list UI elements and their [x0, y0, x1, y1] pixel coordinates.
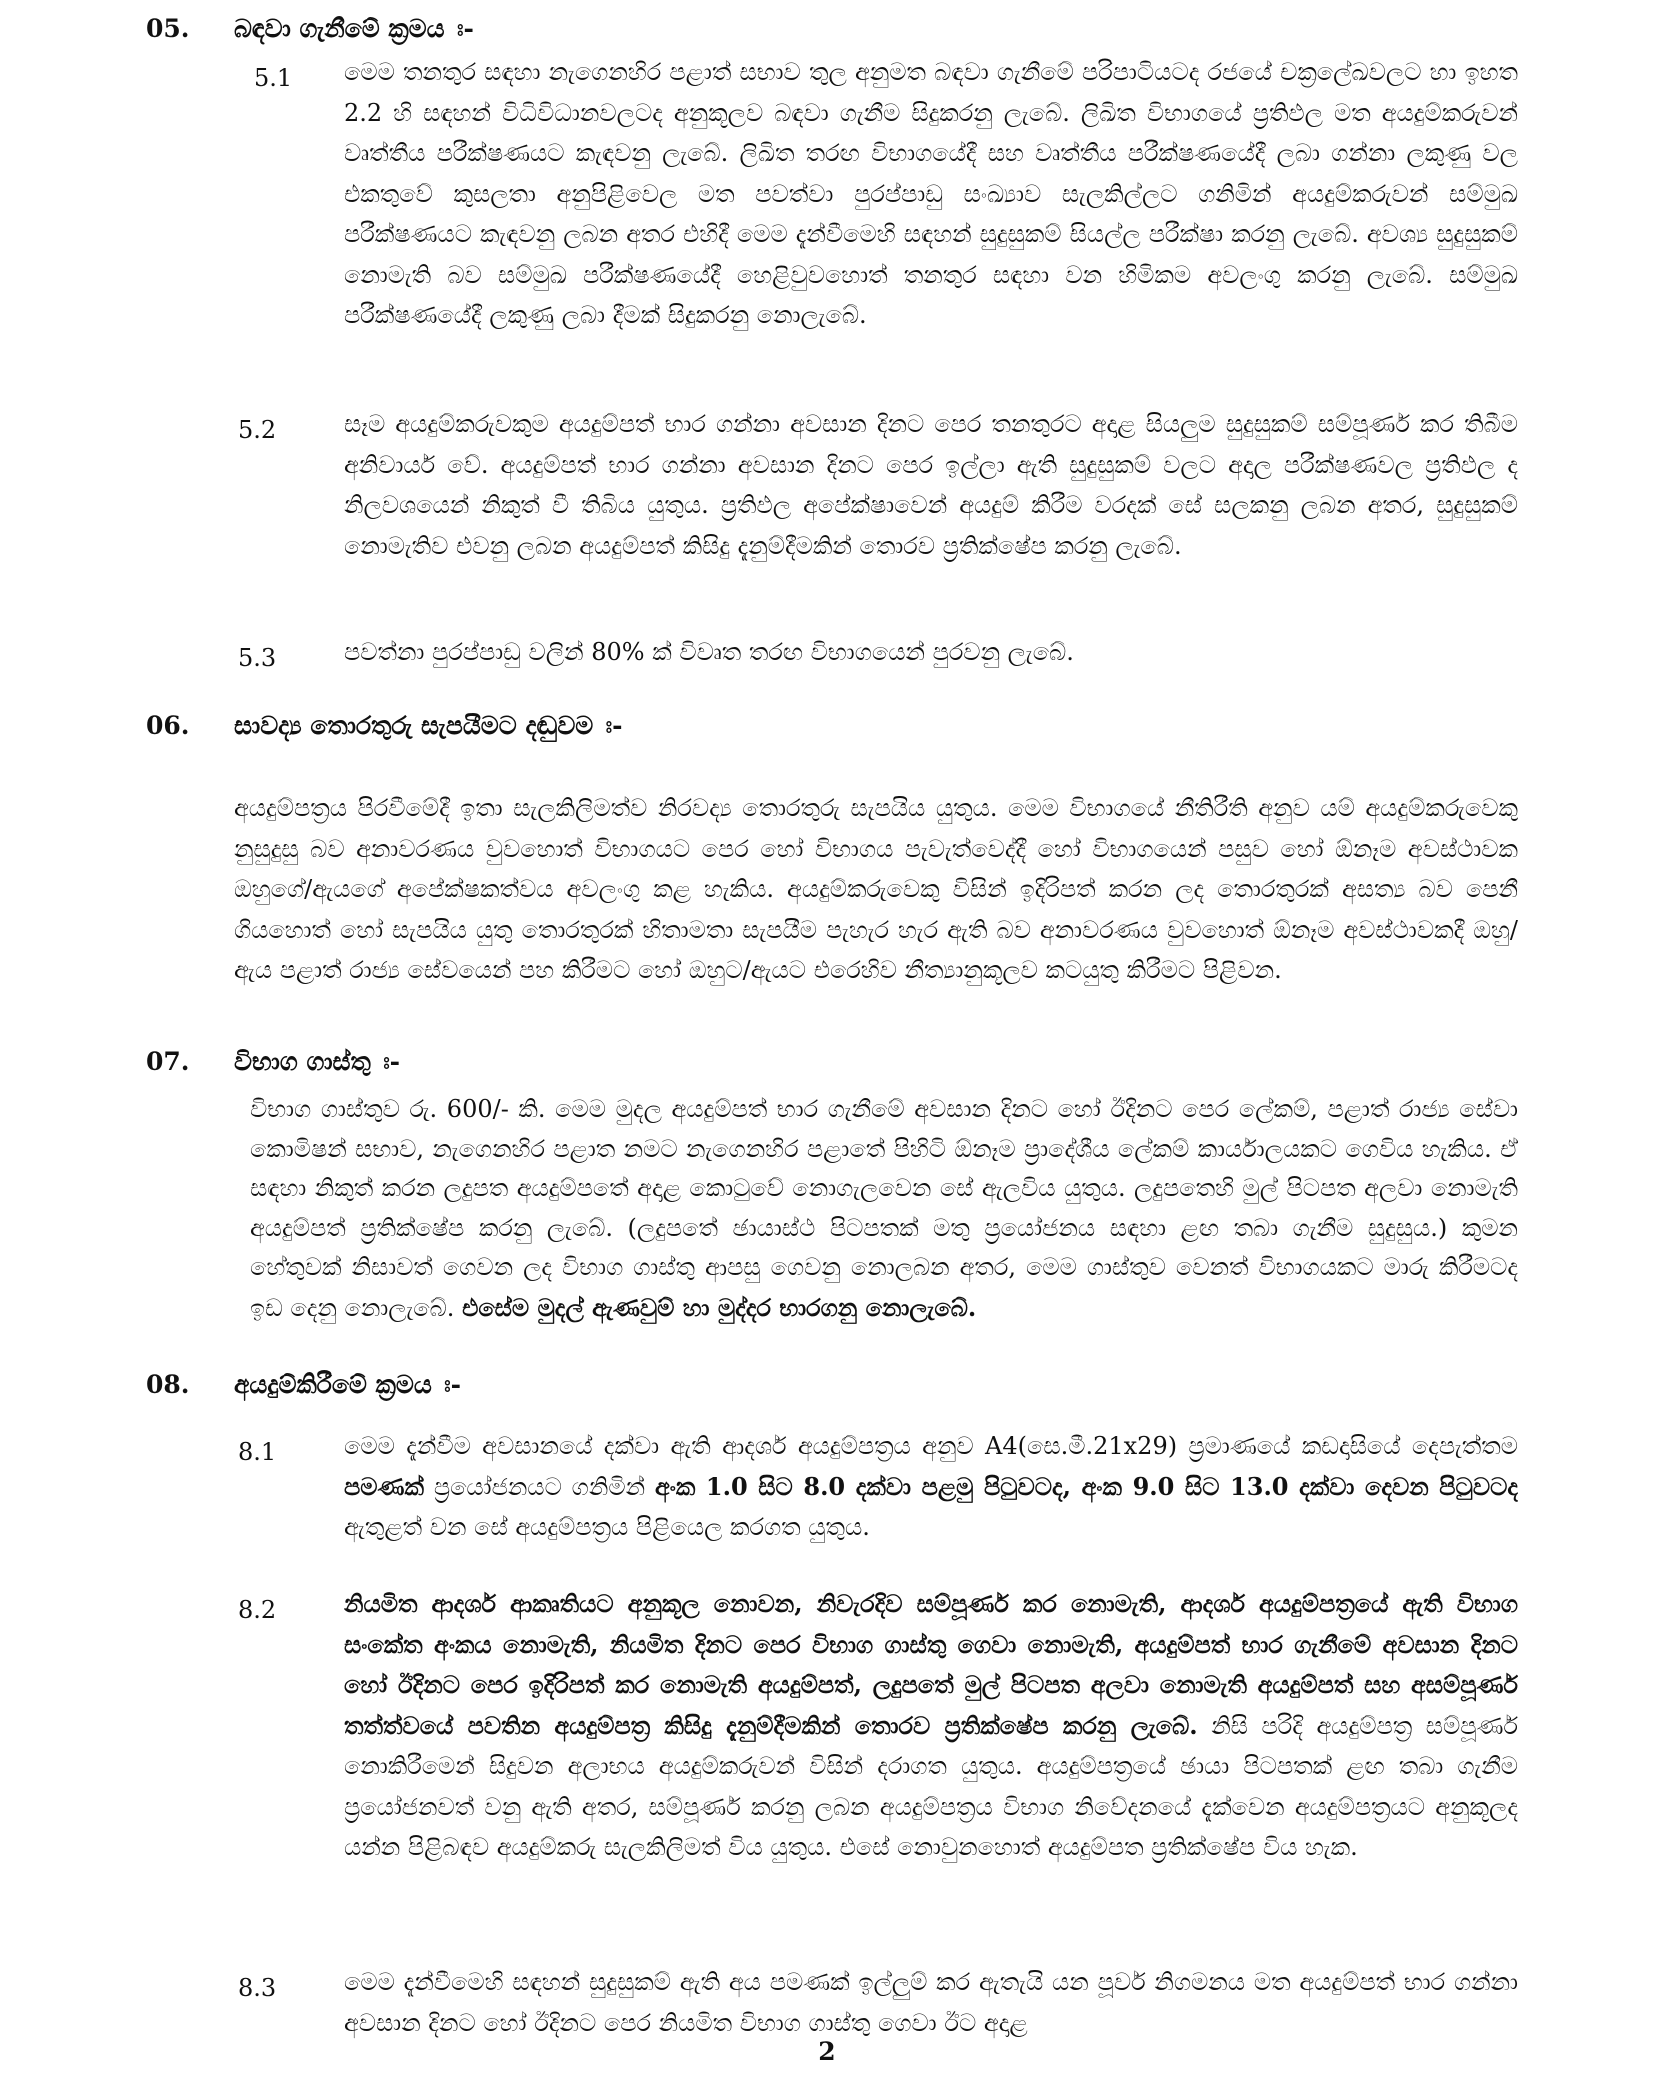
clause-8-2-bold: නියමිත ආදර්ශ ආකෘතියට අනුකූල නොවන, නිවැරදිව සම්පූර්ණ කර නොමැති, ආදර්ශ අයදුම්පත්‍රයේ ඇති විභාග සංකේත අංකය නොමැති, නියමිත දිනට පෙර විභාග ගාස්තු ගෙවා නොමැති, අයදුම්පත් භාර ගැනීමේ අවසාන දිනට හෝ ඊදිනට පෙර ඉදිරිපත් කර නොමැති අයදුම්පත්, ලදුපතේ මුල් පිටපත අලවා නොමැති අයදුම්පත් සහ අසම්පූර්ණ තත්ත්වයේ පවතින අයදුම්පත්‍ර කිසිදු දැනුම්දීමකින් තොරව ප්‍රතික්ෂේප කරනු ලැබේ. — [344, 1589, 1518, 1740]
section-number: 07. — [146, 1047, 190, 1076]
clause-8-1-part-c: ඇතුළත් වන සේ අයදුම්පත්‍රය පිළියෙල කරගත යුතුය. — [344, 1513, 870, 1541]
clause-8-1-part-b: ප්‍රයෝජනයට ගනිමින් — [433, 1472, 646, 1501]
clause-5-1-text: මෙම තනතුර සඳහා නැගෙනහිර පළාත් සභාව තුල අනුමත බඳවා ගැනීමේ පරිපාටියටද රජයේ චක්‍රලේඛවලට හා ඉහත 2.2 හි සඳහන් විධිවිධානවලටද අනුකූලව බඳවා ගැනීම සිදුකරනු ලැබේ. ලිඛිත විභාගයේ ප්‍රතිඵල මත අයදුම්කරුවන් වෘත්තීය පරීක්ෂණයට කැඳවනු ලැබේ. ලිඛිත තරඟ විභාගයේදී සහ වෘත්තීය පරීක්ෂණයේදී ලබා ගන්නා ලකුණු වල එකතුවේ කුසලතා අනුපිළිවෙල මත පවත්වා පුරප්පාඩු සංඛ්‍යාව සැලකිල්ලට ගනිමින් අයදුම්කරුවන් සම්මුඛ පරීක්ෂණයට කැඳවනු ලබන අතර එහිදී මෙම දැන්වීමෙහි සඳහන් සුදුසුකම් සියල්ල පරීක්ෂා කරනු ලැබේ. අවශ්‍ය සුදුසුකම් නොමැති බව සම්මුඛ පරීක්ෂණයේදී හෙළිවුවහොත් තනතුර සඳහා වන හිමිකම අවලංගු කරනු ලැබේ. සම්මුඛ පරීක්ෂණයේදී ලකුණු ලබා දීමක් සිදුකරනු නොලැබේ. — [344, 58, 1518, 329]
section-06-text: අයදුම්පත්‍රය පිරවීමේදී ඉතා සැලකිලිමත්ව නිරවද්‍ය තොරතුරු සැපයිය යුතුය. මෙම විභාගයේ නීතිරීති අනුව යම් අයදුම්කරුවෙකු නුසුදුසු බව අනාවරණය වුවහොත් විභාගයට පෙර හෝ විභාගය පැවැත්වෙද්දී හෝ විභාගයෙන් පසුව හෝ ඕනෑම අවස්ථාවක ඔහුගේ/ඇයගේ අපේක්ෂකත්වය අවලංගු කළ හැකිය. අයදුම්කරුවෙකු විසින් ඉදිරිපත් කරන ලද තොරතුරක් අසත්‍ය බව පෙනී ගියහොත් හෝ සැපයිය යුතු තොරතුරක් හිතාමතා සැපයීම පැහැර හැර ඇති බව අනාවරණය වුවහොත් ඕනෑම අවස්ථාවකදී ඔහු/ඇය පළාත් රාජ්‍ය සේවයෙන් පහ කිරීමට හෝ ඔහුට/ඇයට එරෙහිව නීත්‍යානුකූලව කටයුතු කිරීමට පිළිවන. — [234, 794, 1518, 984]
clause-8-1-bold-b: අංක 1.0 සිට 8.0 දක්වා පළමු පිටුවටද, අංක 9.0 සිට 13.0 දක්වා දෙවන පිටුවටද — [654, 1471, 1518, 1501]
clause-8-1-text — [344, 1426, 1518, 1552]
clause-number-5-3: 5.3 — [238, 644, 277, 672]
section-title: අයදුම්කිරීමේ ක්‍රමය ඃ- — [234, 1370, 462, 1399]
clause-8-1-part-a: මෙම දැන්වීම අවසානයේ දක්වා ඇති ආදර්ශ අයදුම්පත්‍රය අනුව A4(සෙ.මී.21x29) ප්‍රමාණයේ කඩදාසියේ දෙපැත්තම — [344, 1432, 1518, 1460]
clause-number-5-2: 5.2 — [238, 416, 277, 444]
fee-payment-restriction: එසේම මුදල් ඇණවුම් හා මුද්දර භාරගනු නොලැබේ. — [462, 1292, 977, 1322]
page-number: 2 — [818, 2037, 836, 2066]
clause-number-8-1: 8.1 — [238, 1438, 277, 1466]
clause-8-3-text: මෙම දැන්වීමෙහි සඳහන් සුදුසුකම් ඇති අය පමණක් ඉල්ලුම් කර ඇතැයි යන පූර්ව නිගමනය මත අයදුම්පත් භාර ගන්නා අවසාන දිනට හෝ ඊදිනට පෙර නියමිත විභාග ගාස්තු ගෙවා ඊට අදාළ — [344, 1968, 1518, 2037]
clause-5-3-text: පවත්නා පුරප්පාඩු වලින් 80% ක් විවෘත තරඟ විභාගයෙන් පුරවනු ලැබේ. — [344, 638, 1074, 666]
clause-8-1-bold-a: පමණක් — [344, 1471, 424, 1501]
section-number: 06. — [146, 711, 190, 740]
clause-number-5-1: 5.1 — [254, 64, 293, 92]
section-number: 08. — [146, 1370, 190, 1399]
fee-details: විභාග ගාස්තුව රු. 600/- කි. මෙම මුදල අයදුම්පත් භාර ගැනීමේ අවසාන දිනට හෝ ඊදිනට පෙර ලේකම්, පළාත් රාජ්‍ය සේවා කොමිෂන් සභාව, නැගෙනහිර පළාත නමට නැගෙනහිර පළාතේ පිහිටි ඕනෑම ප්‍රාදේශීය ලේකම් කාර්යාලයකට ගෙවිය හැකිය. ඒ සඳහා නිකුත් කරන ලදුපත අයදුම්පතේ අදාළ කොටුවේ නොගැලවෙන සේ ඇලවිය යුතුය. ලදුපතෙහි මුල් පිටපත අලවා නොමැති අයදුම්පත් ප්‍රතික්ෂේප කරනු ලැබේ. (ලදුපතේ ඡායාස්ථ පිටපතක් මතු ප්‍රයෝජනය සඳහා ළඟ තබා ගැනීම සුදුසුය.) කුමන හේතුවක් නිසාවත් ගෙවන ලද විභාග ගාස්තු ආපසු ගෙවනු නොලබන අතර, මෙම ගාස්තුව වෙනත් විභාගයකට මාරු කිරීමටද ඉඩ දෙනු නොලැබේ. — [250, 1095, 1518, 1322]
clause-8-2-text — [344, 1584, 1518, 1956]
section-number: 05. — [146, 14, 190, 43]
section-07-text — [250, 1090, 1518, 1340]
clause-number-8-2: 8.2 — [238, 1596, 277, 1624]
clause-number-8-3: 8.3 — [238, 1974, 277, 2002]
clause-8-2-rest: නිසි පරිදි අයදුම්පත්‍ර සම්පූර්ණ නොකිරීමෙන් සිදුවන අලාභය අයදුම්කරුවන් විසින් දරාගත යුතුය. අයදුම්පත්‍රයේ ඡායා පිටපතක් ළඟ තබා ගැනීම ප්‍රයෝජනවත් වනු ඇති අතර, සම්පූර්ණ කරනු ලබන අයදුම්පත්‍රය විභාග නිවේදනයේ දැක්වෙන අයදුම්පත්‍රයට අනුකූලද යන්න පිළිබඳව අයදුම්කරු සැලකිලිමත් විය යුතුය. එසේ නොවුනහොත් අයදුම්පත ප්‍රතික්ෂේප විය හැක. — [344, 1711, 1518, 1861]
section-title: සාවද්‍ය තොරතුරු සැපයීමට දඬුවම ඃ- — [234, 711, 623, 740]
section-title: බඳවා ගැනීමේ ක්‍රමය ඃ- — [234, 14, 474, 43]
clause-5-2-text: සෑම අයදුම්කරුවකුම අයදුම්පත් භාර ගන්නා අවසාන දිනට පෙර තනතුරට අදාළ සියලුම සුදුසුකම් සම්පූර්ණ කර තිබීම අනිවාර්ය වේ. අයදුම්පත් භාර ගන්නා අවසාන දිනට පෙර ඉල්ලා ඇති සුදුසුකම් වලට අදාල පරීක්ෂණවල ප්‍රතිඵල ද නිලවශයෙන් නිකුත් වී තිබිය යුතුය. ප්‍රතිඵල අපේක්ෂාවෙන් අයදුම් කිරීම වරදක් සේ සලකනු ලබන අතර, සුදුසුකම් නොමැතිව එවනු ලබන අයදුම්පත් කිසිදු දැනුම්දීමකින් තොරව ප්‍රතික්ෂේප කරනු ලැබේ. — [344, 410, 1518, 560]
section-title: විභාග ගාස්තු ඃ- — [234, 1047, 401, 1076]
